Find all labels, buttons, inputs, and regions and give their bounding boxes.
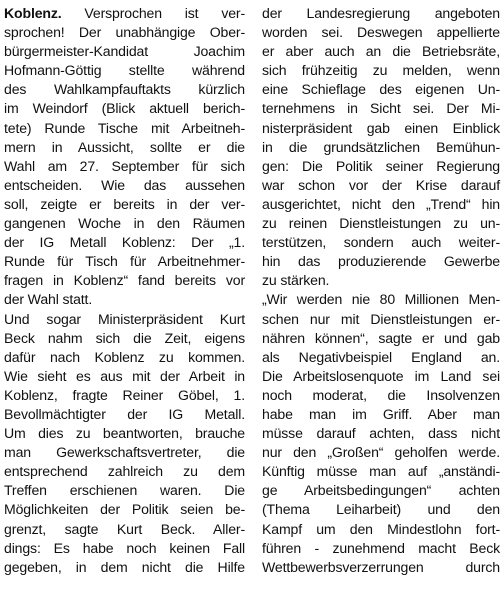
text-line xyxy=(262,558,500,577)
text-line-content: der IG Metall Koblenz: Der „1. xyxy=(4,234,245,251)
text-line-content: schen nur mit Dienstleistungen er- xyxy=(262,310,500,327)
text-line-content: der Landesregierung angeboten xyxy=(262,5,500,21)
text-line-content: eine Schieflage des eigenen Un- xyxy=(262,81,500,98)
text-line xyxy=(4,4,245,23)
text-line-content: Und sogar Ministerpräsident Kurt xyxy=(4,310,245,327)
text-line-content: Wettbewerbsverzerrungen durch xyxy=(262,558,500,575)
text-line xyxy=(262,405,500,424)
text-line-content: mern in Aussicht, sollte er die xyxy=(4,138,245,155)
text-line xyxy=(4,558,245,577)
text-line xyxy=(4,61,245,80)
text-line-content: terstützen, sondern auch weiter- xyxy=(262,234,500,251)
text-line-content: zu stärken. xyxy=(262,272,330,289)
text-line xyxy=(262,348,500,367)
text-line-content: sprochen! Der unabhängige Ober- xyxy=(4,24,245,41)
text-line xyxy=(4,329,245,348)
text-line xyxy=(4,233,245,252)
text-line xyxy=(4,481,245,500)
text-line xyxy=(262,233,500,252)
text-line-content: man Gewerkschaftsvertreter, die xyxy=(4,444,245,461)
text-line xyxy=(262,329,500,348)
text-line-content: tete) Runde Tische mit Arbeitneh- xyxy=(4,119,245,136)
text-line xyxy=(262,61,500,80)
text-line xyxy=(262,290,500,309)
text-line xyxy=(262,367,500,386)
text-line xyxy=(262,42,500,61)
text-line-content: „Wir werden nie 80 Millionen Men- xyxy=(262,291,500,308)
text-line xyxy=(4,424,245,443)
text-line-content: habe man im Griff. Aber man xyxy=(262,405,500,422)
text-line-content: Beck nahm sich die Zeit, eigens xyxy=(4,329,245,346)
text-line xyxy=(262,99,500,118)
text-line-content: gangenen Woche in den Räumen xyxy=(4,215,245,232)
text-line-content: ge Arbeitsbedingungen“ achten xyxy=(262,482,500,499)
text-line-content: Kampf um den Mindestlohn fort- xyxy=(262,520,500,537)
text-line-content: Möglichkeiten der Politik seien be- xyxy=(4,501,245,518)
text-line xyxy=(4,138,245,157)
text-line-content: nisterpräsident gab einen Einblick xyxy=(262,119,500,136)
text-line xyxy=(262,157,500,176)
text-line-content: in die grundsätzlichen Bemühun- xyxy=(262,138,500,155)
text-line-content: Um dies zu beantworten, brauche xyxy=(4,425,245,442)
text-line xyxy=(4,252,245,271)
text-line-content: noch moderat, die Insolvenzen xyxy=(262,386,500,403)
text-line xyxy=(4,176,245,195)
text-line-content: führen - zunehmend macht Beck xyxy=(262,539,500,556)
text-line xyxy=(4,99,245,118)
text-line xyxy=(4,271,245,290)
text-line-content: Wie sieht es aus mit der Arbeit in xyxy=(4,367,245,384)
text-line xyxy=(4,348,245,367)
text-line-content: bürgermeister-Kandidat Joachim xyxy=(4,43,245,60)
text-line-content: entscheiden. Wie das aussehen xyxy=(4,176,245,193)
text-line xyxy=(4,157,245,176)
text-line xyxy=(4,23,245,42)
text-line xyxy=(4,520,245,539)
text-line xyxy=(4,539,245,558)
text-line xyxy=(262,520,500,539)
text-line-content: ausgerichtet, nicht den „Trend“ hin xyxy=(262,195,500,212)
text-line xyxy=(262,176,500,195)
text-line-content: Treffen erschienen waren. Die xyxy=(4,482,245,499)
text-line xyxy=(4,310,245,329)
text-line-content: ternehmens in Sicht sei. Der Mi- xyxy=(262,100,500,117)
text-line xyxy=(4,290,245,309)
text-line-content: Runde für Tisch für Arbeitnehmer- xyxy=(4,253,245,270)
text-line-content: zu reinen Dienstleistungen zu un- xyxy=(262,215,500,232)
text-line-content: als Negativbeispiel England an. xyxy=(262,348,500,365)
text-line-content: der Wahl statt. xyxy=(4,291,93,308)
text-line-content: Die Arbeitslosenquote im Land sei xyxy=(262,367,500,384)
text-line-content: (Thema Leiharbeit) und den xyxy=(262,501,500,518)
text-line xyxy=(4,195,245,214)
text-line xyxy=(4,119,245,138)
text-line-content: grenzt, sagte Kurt Beck. Aller- xyxy=(4,520,245,537)
text-line-content: im Weindorf (Blick aktuell berich- xyxy=(4,100,245,117)
text-line xyxy=(4,405,245,424)
text-line-content: Wahl am 27. September für sich xyxy=(4,157,245,174)
text-line-content: war schon vor der Krise darauf xyxy=(262,176,500,193)
text-line xyxy=(262,119,500,138)
text-line-content: müsse darauf achten, dass nicht xyxy=(262,425,500,442)
text-line xyxy=(4,500,245,519)
text-line xyxy=(4,42,245,61)
text-line-content: Versprochen ist ver- xyxy=(61,5,245,21)
text-line xyxy=(4,462,245,481)
text-line-content: dings: Es habe noch keinen Fall xyxy=(4,539,245,556)
text-line xyxy=(262,500,500,519)
text-line xyxy=(262,443,500,462)
text-line xyxy=(262,252,500,271)
text-line-content: dafür nach Koblenz zu kommen. xyxy=(4,348,245,365)
text-line xyxy=(262,271,500,290)
text-line xyxy=(4,386,245,405)
dateline: Koblenz. xyxy=(4,5,62,21)
text-line xyxy=(4,367,245,386)
text-line-content: Künftig müsse man auf „anständi- xyxy=(262,463,500,480)
text-line xyxy=(4,80,245,99)
text-line-content: hin das produzierende Gewerbe xyxy=(262,253,500,270)
text-line-content: des Wahlkampfauftakts kürzlich xyxy=(4,81,245,98)
text-line xyxy=(262,138,500,157)
text-line-content: nähren können“, sagte er und gab xyxy=(262,329,500,346)
text-line xyxy=(262,481,500,500)
text-line-content: fragen in Koblenz“ fand bereits vor xyxy=(4,272,245,289)
text-line xyxy=(262,80,500,99)
right-column xyxy=(262,4,500,577)
text-line-content: gen: Die Politik seiner Regierung xyxy=(262,157,500,174)
text-line xyxy=(262,386,500,405)
text-line-content: gegeben, in dem nicht die Hilfe xyxy=(4,558,245,575)
text-line-content: Bevollmächtigter der IG Metall. xyxy=(4,405,245,422)
text-line xyxy=(262,424,500,443)
text-line xyxy=(262,462,500,481)
text-line xyxy=(262,23,500,42)
text-line-content: entsprechend zahlreich zu dem xyxy=(4,463,245,480)
text-line-content: er aber auch an die Betriebsräte, xyxy=(262,43,500,60)
text-line xyxy=(262,539,500,558)
text-line-content: Koblenz, fragte Reiner Göbel, 1. xyxy=(4,386,245,403)
text-line-content: worden sei. Deswegen appellierte xyxy=(262,24,500,41)
text-line xyxy=(262,195,500,214)
text-line xyxy=(4,214,245,233)
text-line xyxy=(4,443,245,462)
text-line xyxy=(262,4,500,23)
text-line-content: soll, zeigte er bereits in der ver- xyxy=(4,195,245,212)
text-line-content: nur den „Großen“ geholfen werde. xyxy=(262,444,500,461)
left-column xyxy=(4,4,245,577)
text-line xyxy=(262,310,500,329)
text-line-content: Hofmann-Göttig stellte während xyxy=(4,62,245,79)
text-line-content: sich frühzeitig zu melden, wenn xyxy=(262,62,500,79)
text-line xyxy=(262,214,500,233)
